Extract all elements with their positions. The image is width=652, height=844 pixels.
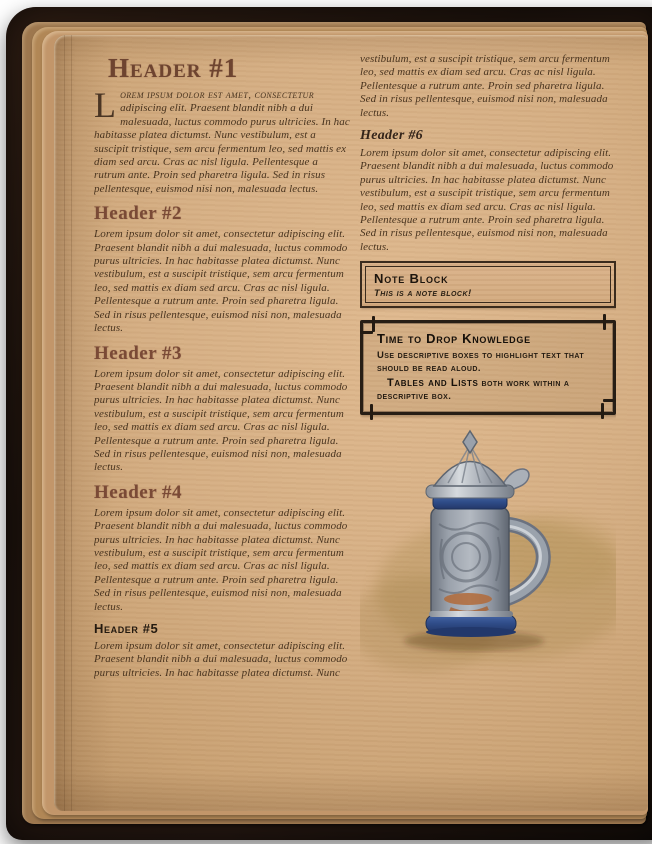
beer-stein-illustration	[360, 429, 616, 679]
spine-crease	[71, 35, 72, 811]
section-5-header: Header #5	[94, 621, 159, 636]
section-2-header: Header #2	[94, 203, 183, 225]
spine-crease	[64, 35, 65, 811]
corner-stroke	[603, 314, 606, 330]
section-6-paragraph: Lorem ipsum dolor sit amet, consectetur adipiscing elit. Praesent blandit nibh a dui malesuada, luctus commodo purus ultricies. In hac habitasse platea dictumst. Nunc vestibulum, est a suscipit tristique, sem arcu fermentum leo, sed mattis ex diam sed arcu. Cras ac nisl ligula. Pellentesque a rutrum ante. Proin sed pharetra ligula. Sed in risus pellentesque, euismod nisi non, malesuada lectus.	[360, 147, 614, 253]
section-1	[94, 53, 350, 196]
lead-line: orem ipsum dolor est amet, consectetur	[120, 89, 315, 101]
parchment-page	[54, 35, 648, 811]
line2-rest: both work within a descriptive box.	[377, 378, 570, 403]
section-6	[360, 127, 616, 254]
page-content	[94, 53, 622, 807]
descriptive-box	[360, 320, 616, 415]
corner-stroke	[603, 399, 616, 402]
descriptive-box-line1: Use descriptive boxes to highlight text that should be read aloud.	[377, 350, 585, 375]
section-3	[94, 343, 350, 475]
section-5-paragraph-left: Lorem ipsum dolor sit amet, consectetur adipiscing elit. Praesent blandit nibh a dui malesuada, luctus commodo purus ultricies. In hac habitasse platea dictumst. Nunc	[94, 640, 348, 679]
section-3-header: Header #3	[94, 342, 183, 364]
section-5	[94, 621, 350, 680]
paragraph-text: adipiscing elit. Praesent blandit nibh a dui malesuada, luctus commodo purus ultricies. In hac habitasse platea dictumst. Nunc vestibulum, est a suscipit tristique, sem arcu fermentum leo, sed mattis ex diam sed arcu. Cras ac nisl ligula. Pellentesque a rutrum ante. Proin sed pharetra ligula. Sed in risus pellentesque, euismod nisi non, malesuada lectus.	[94, 102, 350, 195]
section-2-paragraph: Lorem ipsum dolor sit amet, consectetur adipiscing elit. Praesent blandit nibh a dui malesuada, luctus commodo purus ultricies. In hac habitasse platea dictumst. Nunc vestibulum, est a suscipit tristique, sem arcu fermentum leo, sed mattis ex diam sed arcu. Cras ac nisl ligula. Pellentesque a rutrum ante. Proin sed pharetra ligula. Sed in risus pellentesque, euismod nisi non, malesuada lectus.	[94, 228, 348, 335]
section-5-paragraph-continued: vestibulum, est a suscipit tristique, sem arcu fermentum leo, sed mattis ex diam sed arcu. Cras ac nisl ligula. Pellentesque a rutrum ante. Proin sed pharetra ligula. Sed in risus pellentesque, euismod nisi non, malesuada lectus.	[360, 53, 610, 119]
right-column	[360, 53, 616, 807]
left-column	[94, 53, 350, 807]
note-block-title: Note Block	[374, 271, 449, 287]
section-2	[94, 203, 350, 335]
corner-stroke	[372, 316, 375, 332]
section-4	[94, 482, 350, 614]
section-4-header: Header #4	[94, 481, 183, 503]
section-6-header: Header #6	[360, 128, 423, 144]
note-block-body: This is a note block!	[374, 288, 472, 300]
section-1-paragraph	[94, 85, 350, 196]
corner-stroke	[360, 331, 373, 334]
beer-stein-svg	[360, 429, 616, 679]
corner-stroke	[601, 403, 604, 419]
note-block	[360, 261, 616, 308]
bold-lead: Tables and Lists	[387, 377, 479, 390]
descriptive-box-wrap	[360, 320, 616, 415]
descriptive-box-line2	[377, 377, 601, 403]
corner-stroke	[370, 404, 373, 420]
drop-cap: L	[94, 85, 117, 125]
section-1-header: Header #1	[108, 53, 239, 83]
descriptive-box-title: Time to Drop Knowledge	[377, 331, 531, 347]
section-4-paragraph: Lorem ipsum dolor sit amet, consectetur adipiscing elit. Praesent blandit nibh a dui malesuada, luctus commodo purus ultricies. In hac habitasse platea dictumst. Nunc vestibulum, est a suscipit tristique, sem arcu fermentum leo, sed mattis ex diam sed arcu. Cras ac nisl ligula. Pellentesque a rutrum ante. Proin sed pharetra ligula. Sed in risus pellentesque, euismod nisi non, malesuada lectus.	[94, 506, 348, 613]
section-3-paragraph: Lorem ipsum dolor sit amet, consectetur adipiscing elit. Praesent blandit nibh a dui malesuada, luctus commodo purus ultricies. In hac habitasse platea dictumst. Nunc vestibulum, est a suscipit tristique, sem arcu fermentum leo, sed mattis ex diam sed arcu. Cras ac nisl ligula. Pellentesque a rutrum ante. Proin sed pharetra ligula. Sed in risus pellentesque, euismod nisi non, malesuada lectus.	[94, 367, 348, 474]
